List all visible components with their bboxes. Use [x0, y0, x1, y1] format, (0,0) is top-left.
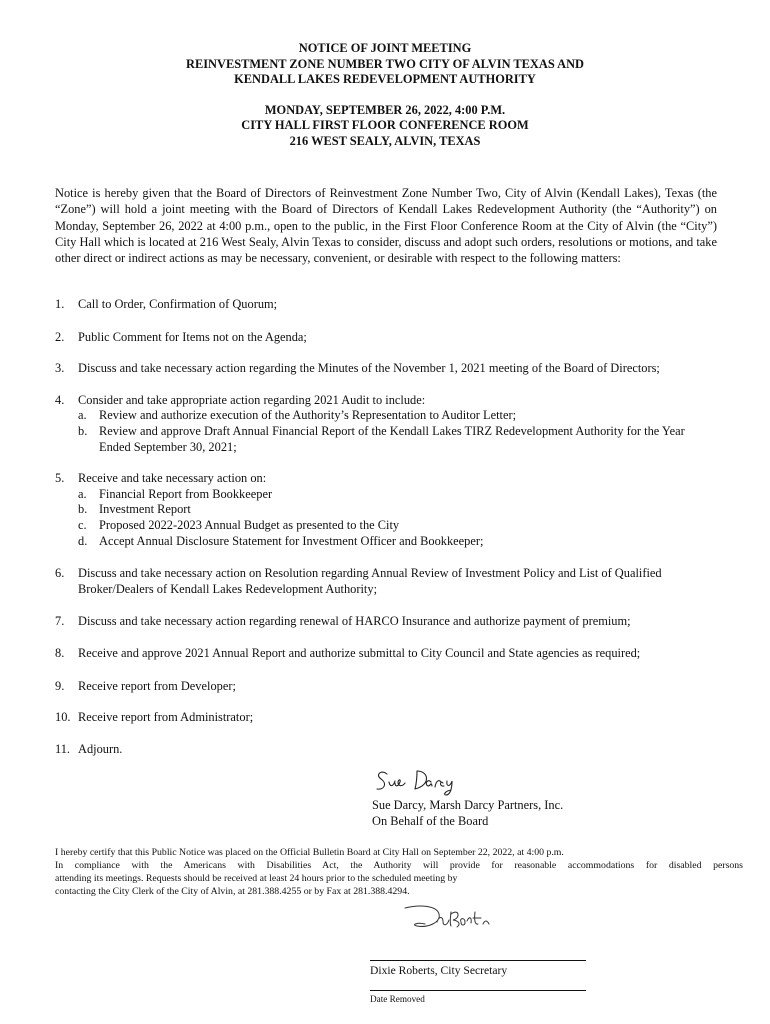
meeting-address-line: 216 WEST SEALY, ALVIN, TEXAS [289, 133, 481, 148]
agenda-subitem-text: Accept Annual Disclosure Statement for Investment Officer and Bookkeeper; [99, 533, 484, 548]
agenda-item-number: 8. [55, 645, 65, 660]
header-title-line: NOTICE OF JOINT MEETING [298, 41, 472, 55]
agenda-subitem [78, 487, 717, 503]
header-title-line: REINVESTMENT ZONE NUMBER TWO CITY OF ALVIN TEXAS AND [186, 56, 584, 71]
agenda-item-number: 9. [55, 678, 65, 693]
certification-block [55, 846, 743, 898]
agenda-item [55, 646, 717, 662]
certification-line: I hereby certify that this Public Notice was placed on the Official Bulletin Board at City Hall on September 22, 2022, at 4:00 p.m. [55, 847, 564, 858]
agenda-subitem-letter: d. [78, 533, 88, 548]
agenda-item-number: 2. [55, 329, 65, 344]
agenda-subitem-text: Investment Report [99, 502, 191, 517]
agenda-item-text: Discuss and take necessary action regarding the Minutes of the November 1, 2021 meeting of the Board of Directors; [78, 361, 660, 376]
agenda-item [55, 614, 717, 630]
agenda-item [55, 679, 717, 695]
agenda-item [55, 710, 717, 726]
agenda-subitem-list [78, 487, 717, 549]
agenda-item-number: 6. [55, 566, 65, 581]
date-removed-line [370, 990, 586, 991]
sue-darcy-signature [373, 765, 473, 797]
agenda-subitem [78, 534, 717, 550]
contact-line: contacting the City Clerk of the City of Alvin, at 281.388.4255 or by Fax at 281.388.4294. [55, 886, 410, 897]
notice-header [0, 41, 770, 150]
agenda-item-number: 10. [55, 710, 71, 725]
agenda-list [55, 297, 717, 757]
agenda-subitem-text: Proposed 2022-2023 Annual Budget as presented to the City [99, 517, 400, 532]
agenda-item-number: 3. [55, 361, 65, 376]
agenda-subitem-letter: b. [78, 423, 88, 438]
signer-behalf: On Behalf of the Board [372, 814, 489, 828]
agenda-subitem-text: Financial Report from Bookkeeper [99, 486, 273, 501]
ada-statement-line: In compliance with the Americans with Disabilities Act, the Authority will provide for reasonable accommodations for disabled persons [55, 860, 743, 871]
agenda-item-number: 7. [55, 614, 65, 629]
agenda-item-text: Discuss and take necessary action regarding renewal of HARCO Insurance and authorize payment of premium; [78, 614, 631, 629]
agenda-item-text: Consider and take appropriate action regarding 2021 Audit to include: [78, 392, 426, 407]
agenda-item-number: 5. [55, 471, 65, 486]
agenda-subitem-letter: b. [78, 502, 88, 517]
secretary-signature-line [370, 960, 586, 961]
meeting-date-line: MONDAY, SEPTEMBER 26, 2022, 4:00 P.M. [264, 102, 506, 117]
agenda-subitem-text: Review and approve Draft Annual Financial Report of the Kendall Lakes TIRZ Redevelopment Authority for the Year Ended September 30, 2021; [99, 423, 685, 454]
meeting-location-line: CITY HALL FIRST FLOOR CONFERENCE ROOM [241, 118, 529, 133]
agenda-item-text: Receive report from Administrator; [78, 710, 254, 725]
agenda-item-text: Receive and approve 2021 Annual Report and authorize submittal to City Council and State agencies as required; [78, 645, 641, 660]
agenda-item-number: 4. [55, 392, 65, 407]
agenda-item [55, 471, 717, 549]
agenda-item [55, 742, 717, 758]
intro-paragraph: Notice is hereby given that the Board of Directors of Reinvestment Zone Number Two, City of Alvin (Kendall Lakes), Texas (the “Zone”) will hold a joint meeting with the Board of Directors of Kendall Lakes Redevelopment Authority (the “Authority”) on Monday, September 26, 2022 at 4:00 p.m., open to the public, in the First Floor Conference Room at the City of Alvin (the “City”) City Hall which is located at 216 West Sealy, Alvin Texas to consider, discuss and adopt such orders, resolutions or motions, and take other direct or indirect actions as may be necessary, convenient, or desirable with respect to the following matters: [55, 186, 717, 266]
agenda-subitem-text: Review and authorize execution of the Authority’s Representation to Auditor Letter; [99, 408, 517, 423]
agenda-subitem-letter: a. [78, 408, 87, 423]
agenda-item-text: Adjourn. [78, 741, 123, 756]
agenda-subitem-letter: a. [78, 486, 87, 501]
agenda-item [55, 566, 717, 597]
signer-block [372, 797, 563, 829]
agenda-subitem [78, 424, 717, 455]
agenda-item-text: Receive and take necessary action on: [78, 471, 267, 486]
agenda-item-text: Call to Order, Confirmation of Quorum; [78, 297, 278, 311]
agenda-subitem [78, 502, 717, 518]
agenda-item [55, 361, 717, 377]
agenda-item-text: Public Comment for Items not on the Agenda; [78, 329, 307, 344]
agenda-item [55, 330, 717, 346]
agenda-subitem-list [78, 408, 717, 455]
date-removed-label: Date Removed [370, 994, 425, 1004]
agenda-item [55, 297, 717, 313]
agenda-subitem [78, 408, 717, 424]
ada-statement-line: attending its meetings. Requests should be received at least 24 hours prior to the scheduled meeting by [55, 873, 458, 884]
dixie-roberts-signature [399, 902, 495, 934]
agenda-item-number: 1. [55, 297, 65, 311]
agenda-item [55, 393, 717, 455]
city-secretary-name: Dixie Roberts, City Secretary [370, 964, 508, 977]
agenda-subitem-letter: c. [78, 517, 87, 532]
agenda-item-text: Discuss and take necessary action on Resolution regarding Annual Review of Investment Policy and List of Qualified Broker/Dealers of Kendall Lakes Redevelopment Authority; [78, 566, 662, 596]
signer-name: Sue Darcy, Marsh Darcy Partners, Inc. [372, 798, 564, 812]
header-title-line: KENDALL LAKES REDEVELOPMENT AUTHORITY [234, 72, 536, 87]
agenda-item-text: Receive report from Developer; [78, 678, 236, 693]
agenda-subitem [78, 518, 717, 534]
agenda-item-number: 11. [55, 741, 71, 756]
